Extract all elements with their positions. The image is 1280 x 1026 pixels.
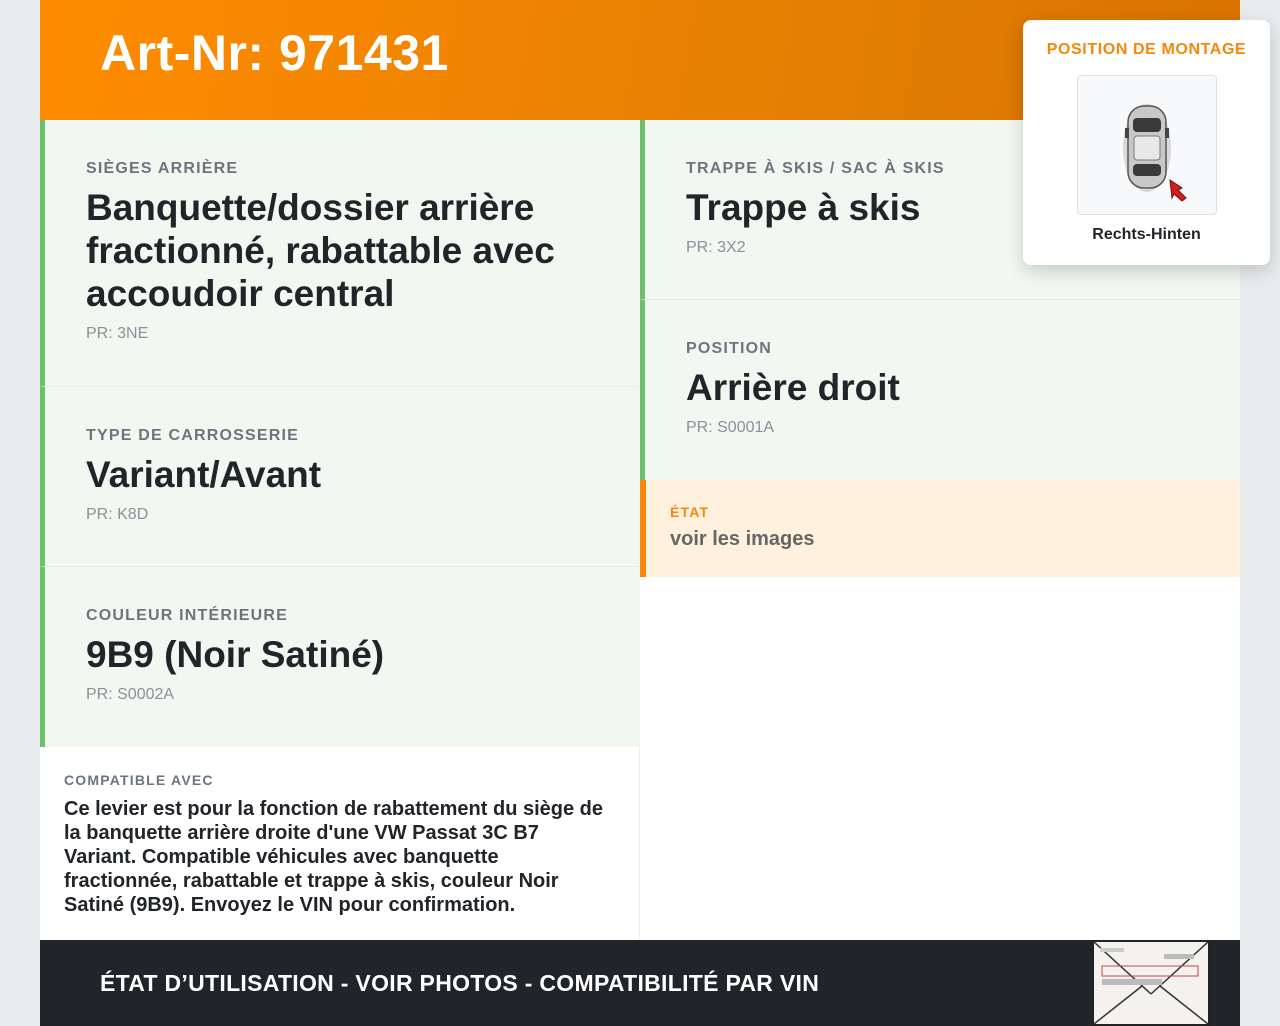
spec-value: Variant/Avant <box>86 454 322 495</box>
spec-label: COULEUR INTÉRIEURE <box>86 607 289 624</box>
mount-position-text: Rechts-Hinten <box>1092 226 1201 243</box>
article-number-title: Art-Nr: 971431 <box>100 25 449 81</box>
footer-text: ÉTAT D’UTILISATION - VOIR PHOTOS - COMPATIBILITÉ PAR VIN <box>100 970 820 996</box>
condition-label: ÉTAT <box>670 504 710 520</box>
compatibility-section <box>40 747 640 940</box>
document-thumbnail[interactable] <box>1092 940 1210 1026</box>
mount-title: POSITION DE MONTAGE <box>1046 41 1247 58</box>
spec-label: TYPE DE CARROSSERIE <box>86 427 300 444</box>
spec-rear-seats <box>40 120 640 387</box>
spec-interior-color <box>40 567 640 747</box>
spec-pr-code: PR: S0001A <box>686 419 775 436</box>
empty-area <box>640 577 1240 940</box>
compatibility-text: Ce levier est pour la fonction de rabattement du siège de la banquette arrière droite d'une VW Passat 3C B7 Variant. Compatible véhicules avec banquette fractionnée, rabattable et trappe à skis, couleur Noir Satiné (9B9). Envoyez le VIN pour confirmation. <box>64 798 604 916</box>
product-sheet <box>40 0 1247 1026</box>
spec-pr-code: PR: K8D <box>86 506 149 523</box>
mount-position-card <box>1023 20 1270 265</box>
red-arrow-icon <box>1170 180 1186 201</box>
spec-body-type <box>40 387 640 567</box>
spec-value: Banquette/dossier arrière fractionné, rabattable avec accoudoir central <box>86 187 555 314</box>
spec-value: Arrière droit <box>686 367 900 408</box>
spec-label: SIÈGES ARRIÈRE <box>86 160 239 177</box>
spec-pr-code: PR: S0002A <box>86 686 175 703</box>
footer-bar <box>40 940 1240 1026</box>
spec-value: Trappe à skis <box>686 187 921 228</box>
spec-pr-code: PR: 3X2 <box>686 239 746 256</box>
compatibility-label: COMPATIBLE AVEC <box>64 772 214 788</box>
spec-position <box>640 300 1240 480</box>
spec-label: POSITION <box>686 340 773 357</box>
condition-value: voir les images <box>670 528 815 550</box>
car-top-view-icon <box>1078 76 1216 214</box>
condition-box <box>640 480 1240 577</box>
spec-label: TRAPPE À SKIS / SAC À SKIS <box>686 160 945 177</box>
spec-value: 9B9 (Noir Satiné) <box>86 634 385 675</box>
spec-pr-code: PR: 3NE <box>86 325 149 342</box>
envelope-doc-icon <box>1094 942 1208 1024</box>
car-diagram <box>1077 75 1217 215</box>
